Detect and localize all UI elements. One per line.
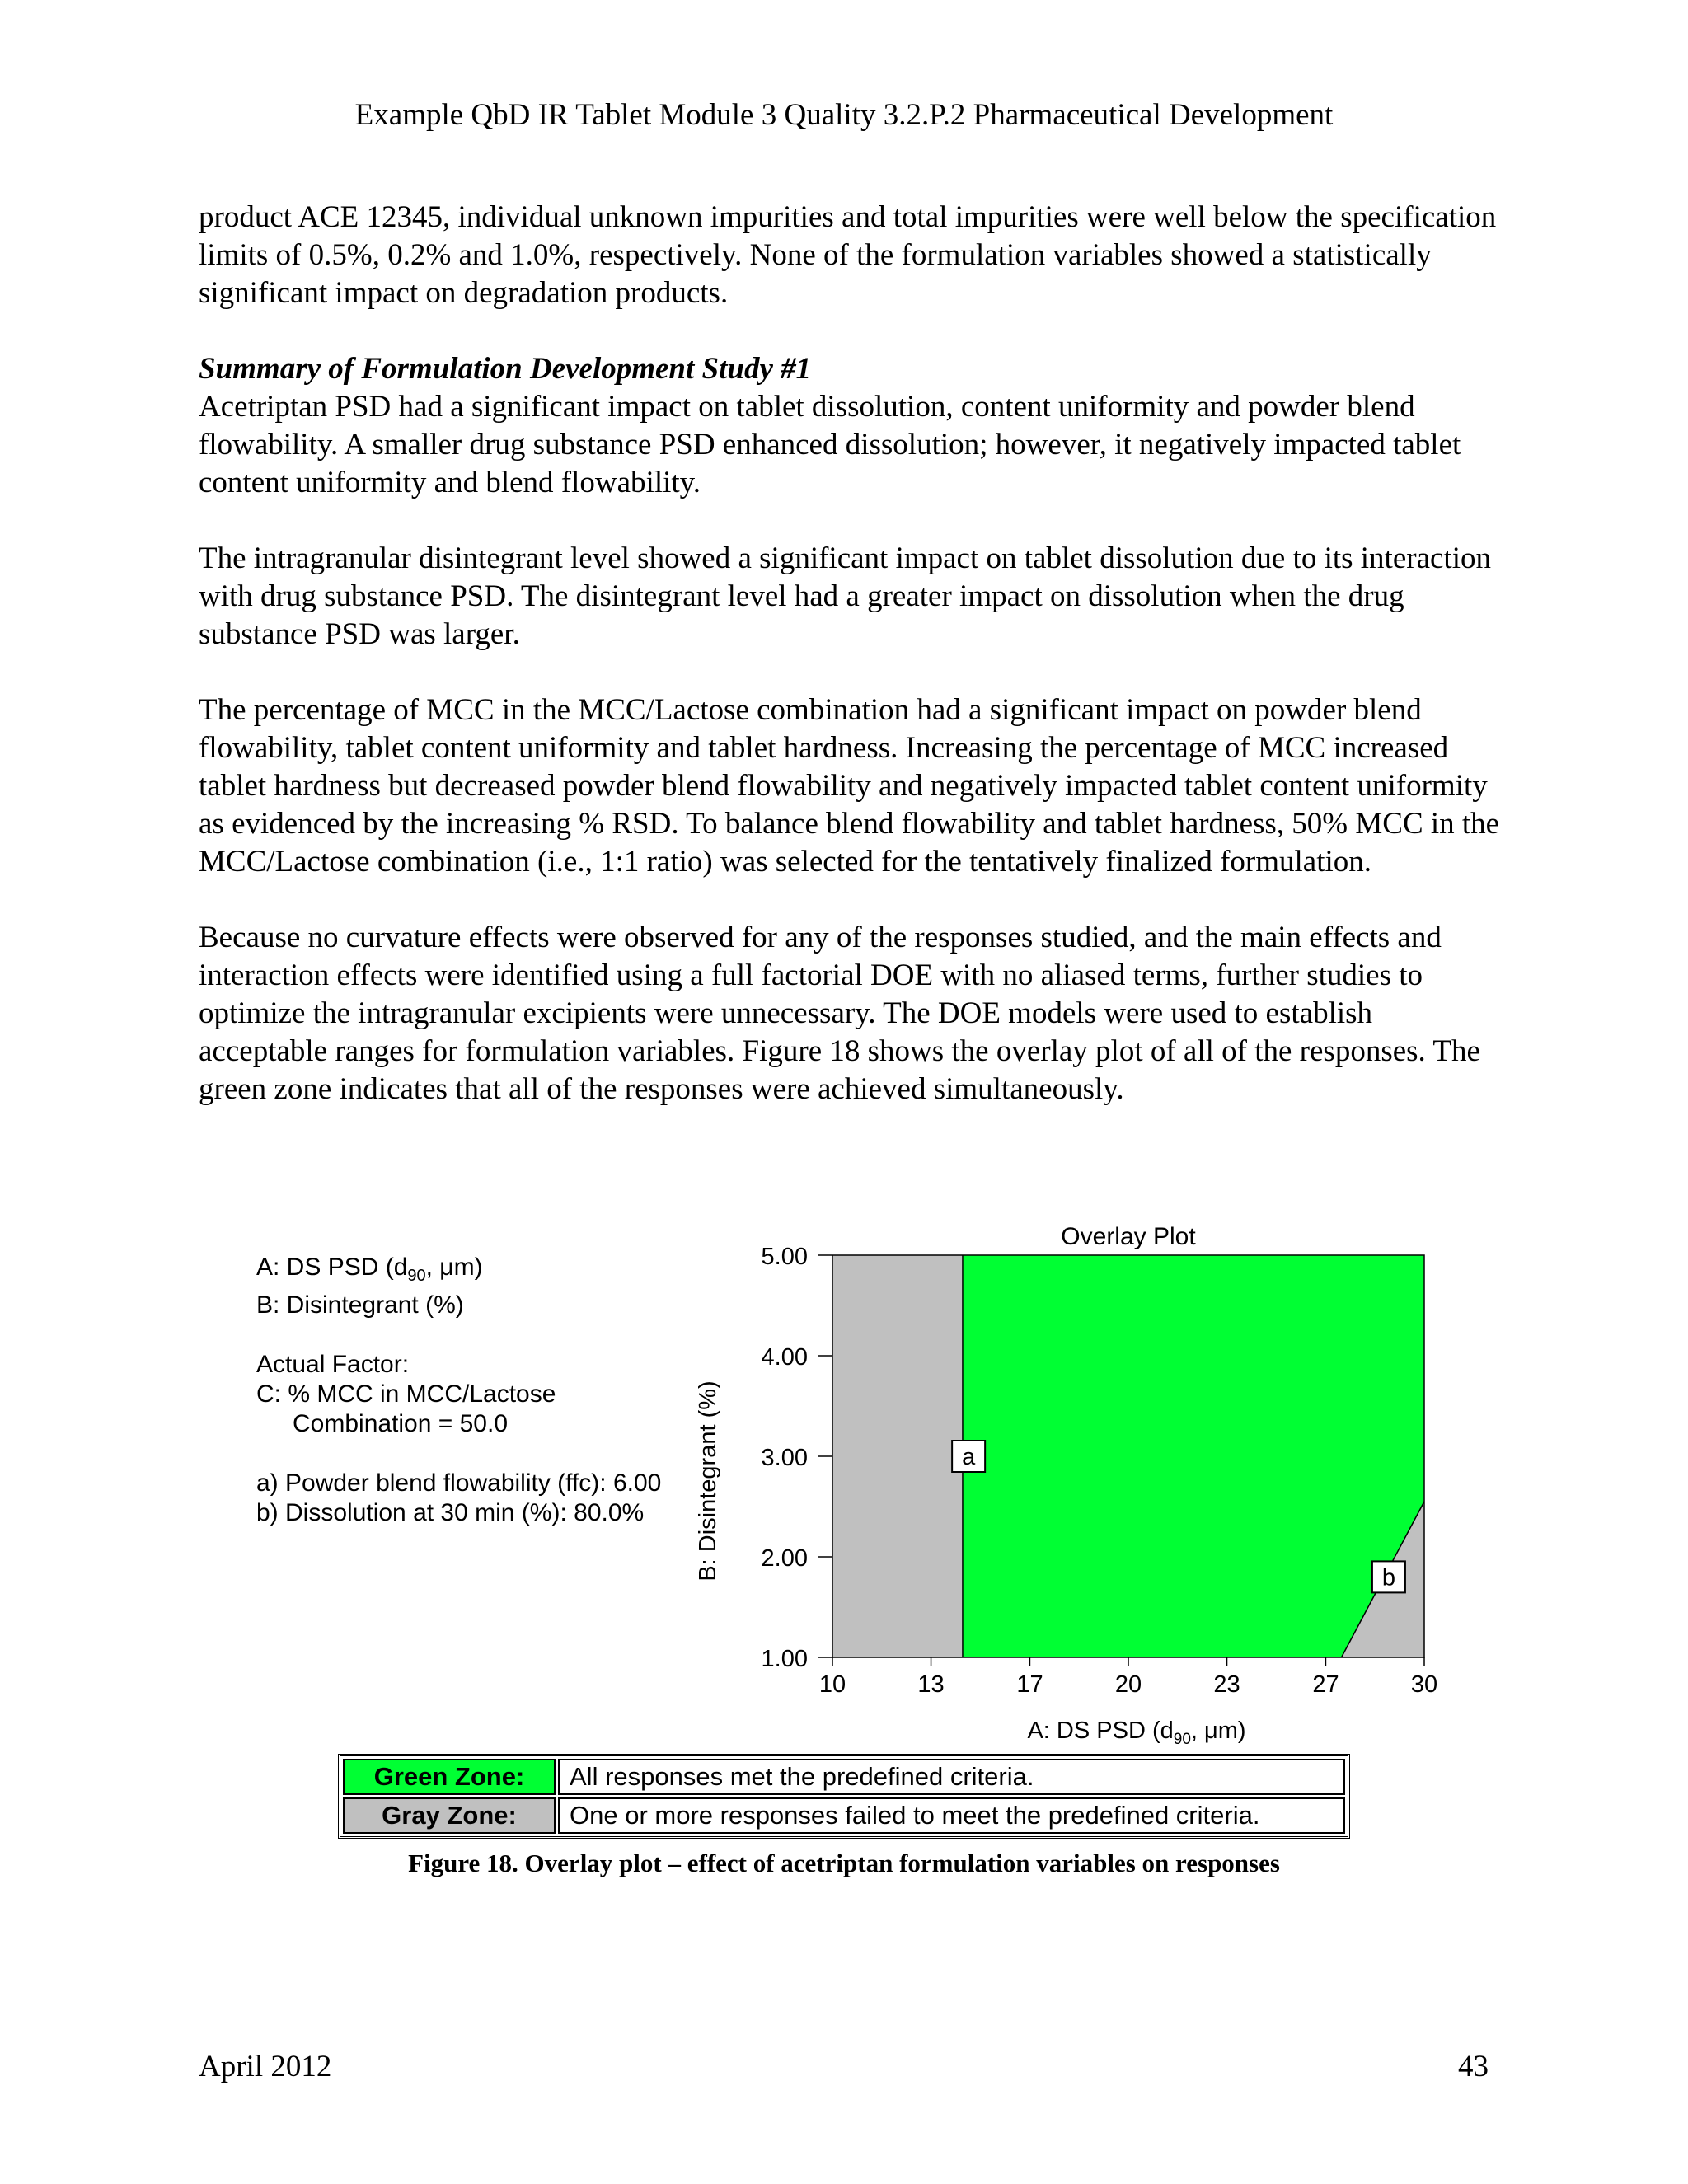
legend-factor-a: A: DS PSD ($d_{90}$, μm) <box>256 1254 483 1285</box>
legend-response-a: a) Powder blend flowability (ffc): 6.00 <box>256 1469 662 1497</box>
legend-actual-factor: Actual Factor: <box>256 1351 410 1378</box>
paragraph-impurities: product ACE 12345, individual unknown impurities and total impurities were well below the specification limits of 0.5%, 0.2% and 1.0%, respectively. None of the formulation variables showed a statistically significant impact on degradation products. <box>199 200 1497 310</box>
y-tick-label: 5.00 <box>761 1244 808 1270</box>
paragraph-psd: Acetriptan PSD had a significant impact on tablet dissolution, content uniformity and powder blend flowability. A smaller drug substance PSD enhanced dissolution; however, it negatively impacted tablet content uniformity and blend flowability. <box>199 390 1461 499</box>
legend-factor-b: B: Disintegrant (%) <box>256 1291 464 1319</box>
x-tick-label: 27 <box>1312 1671 1339 1698</box>
legend-response-b: b) Dissolution at 30 min (%): 80.0% <box>256 1499 645 1526</box>
x-tick-label: 13 <box>917 1671 945 1698</box>
page-number: 43 <box>1458 2050 1489 2083</box>
contour-label-a: a <box>962 1444 976 1470</box>
x-tick-label: 30 <box>1410 1671 1438 1698</box>
figure-legend <box>256 1253 661 1528</box>
green-zone-area <box>963 1255 1424 1657</box>
y-tick-label: 3.00 <box>761 1445 808 1471</box>
contour-label-b: b <box>1381 1564 1395 1591</box>
legend-factor-c: C: % MCC in MCC/Lactose <box>256 1380 556 1408</box>
overlay-plot <box>692 1212 1451 1755</box>
x-axis-label: A: DS PSD ($d_{90}$, μm) <box>1027 1718 1246 1748</box>
zone-legend-table <box>338 1754 1350 1839</box>
gray-zone-desc: One or more responses failed to meet the predefined criteria. <box>558 1797 1345 1834</box>
gray-zone-label: Gray Zone: <box>343 1797 556 1834</box>
green-zone-row <box>343 1759 1345 1795</box>
y-tick-label: 4.00 <box>761 1344 808 1371</box>
y-axis-label: B: Disintegrant (%) <box>695 1380 721 1582</box>
legend-factor-c-value: Combination = 50.0 <box>293 1410 509 1437</box>
green-zone-desc: All responses met the predefined criteria. <box>558 1759 1345 1795</box>
body-text <box>199 199 1501 1108</box>
page-header: Example QbD IR Tablet Module 3 Quality 3.2.P.2 Pharmaceutical Development <box>354 98 1334 132</box>
y-tick-label: 2.00 <box>761 1545 808 1572</box>
footer-date: April 2012 <box>199 2050 332 2083</box>
green-zone-label: Green Zone: <box>343 1759 556 1795</box>
x-tick-label: 17 <box>1016 1671 1043 1698</box>
x-tick-label: 20 <box>1114 1671 1142 1698</box>
section-subheading: Summary of Formulation Development Study #1 <box>199 352 812 386</box>
paragraph-mcc: The percentage of MCC in the MCC/Lactose combination had a significant impact on powder blend flowability, tablet content uniformity and tablet hardness. Increasing the percentage of MCC increased tablet hardness but decreased powder blend flowability and negatively impacted tablet content uniformity as evidenced by the increasing % RSD. To balance blend flowability and tablet hardness, 50% MCC in the MCC/Lactose combination (i.e., 1:1 ratio) was selected for the tentatively finalized formulation. <box>199 693 1500 879</box>
figure-caption: Figure 18. Overlay plot – effect of acetriptan formulation variables on responses <box>408 1849 1280 1877</box>
x-tick-label: 23 <box>1213 1671 1240 1698</box>
gray-zone-row <box>343 1797 1345 1834</box>
paragraph-doe: Because no curvature effects were observed for any of the responses studied, and the main effects and interaction effects were identified using a full factorial DOE with no aliased terms, further studies to optimize the intragranular excipients were unnecessary. The DOE models were used to establish acceptable ranges for formulation variables. Figure 18 shows the overlay plot of all of the responses. The green zone indicates that all of the responses were achieved simultaneously. <box>199 921 1480 1106</box>
paragraph-disintegrant: The intragranular disintegrant level showed a significant impact on tablet dissolution due to its interaction with drug substance PSD. The disintegrant level had a greater impact on dissolution when the drug substance PSD was larger. <box>199 541 1491 651</box>
x-tick-label: 10 <box>818 1671 846 1698</box>
y-tick-label: 1.00 <box>761 1646 808 1672</box>
chart-title: Overlay Plot <box>1061 1223 1196 1250</box>
